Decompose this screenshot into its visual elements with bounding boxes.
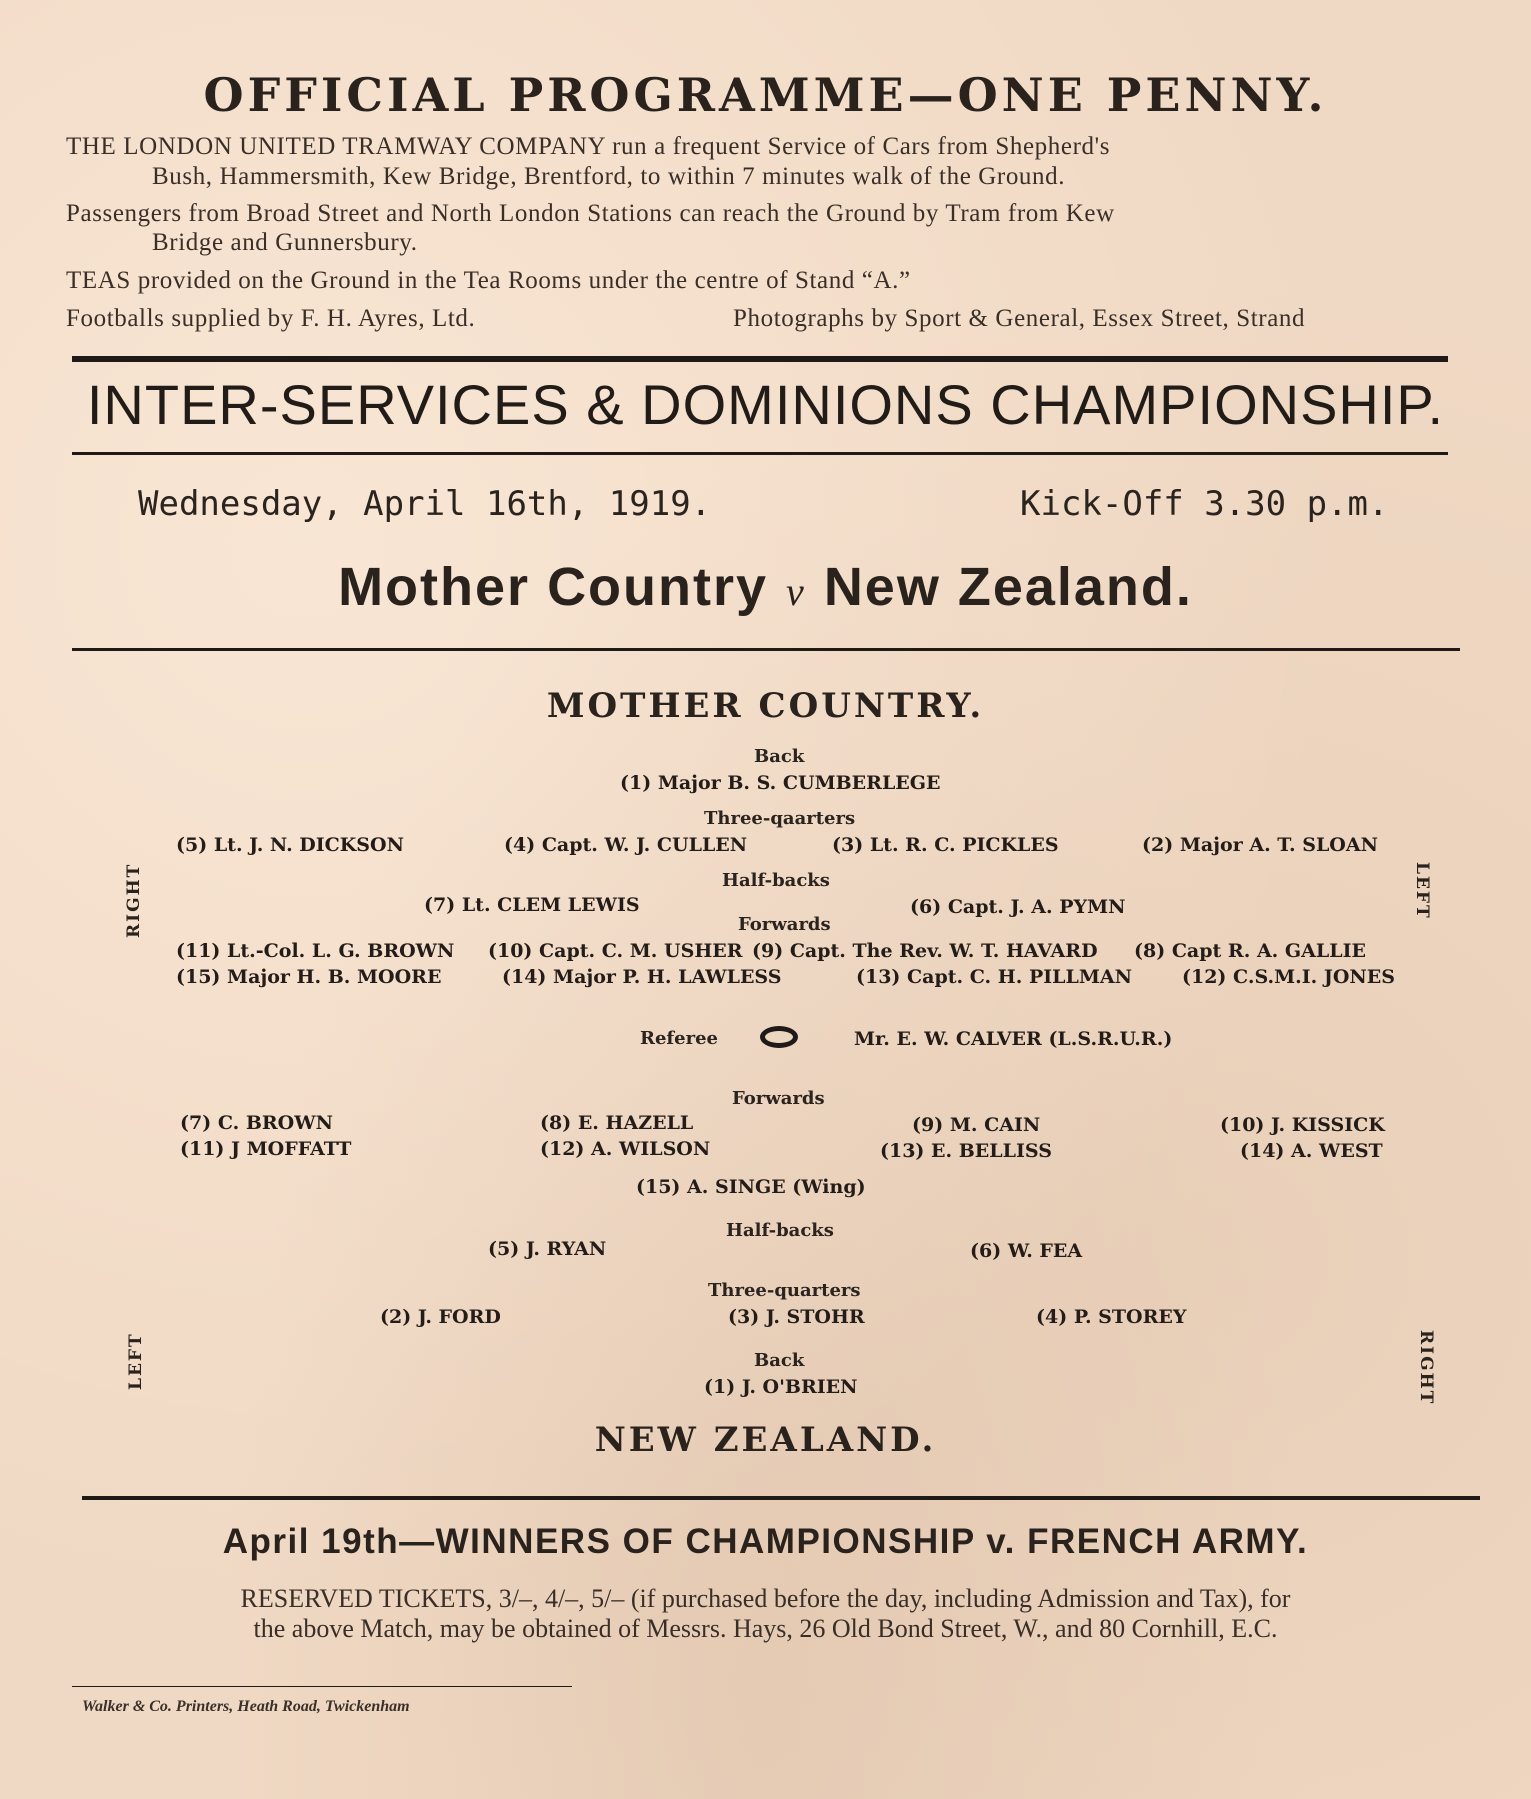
nz-forward-player: (9) M. CAIN [912,1114,1041,1136]
nz-half-backs-label: Half-backs [726,1220,834,1241]
mc-three-quarter-player: (2) Major A. T. SLOAN [1142,834,1378,856]
kickoff-time: Kick-Off 3.30 p.m. [1020,484,1389,524]
nz-back-player: (1) J. O'BRIEN [704,1376,858,1398]
nz-three-quarter-player: (4) P. STOREY [1036,1306,1187,1328]
tram-notice-line1: THE LONDON UNITED TRAMWAY COMPANY run a frequent Service of Cars from Shepherd's [66,133,1111,160]
nz-side-left-label: LEFT [126,1332,146,1390]
nz-forward-player: (12) A. WILSON [540,1138,711,1160]
passengers-notice-line2: Bridge and Gunnersbury. [152,229,418,256]
nz-back-label: Back [754,1350,805,1371]
mc-back-player: (1) Major B. S. CUMBERLEGE [620,772,941,794]
printer-divider [72,1686,572,1687]
mc-side-right-label: LEFT [1412,862,1432,920]
fixture-title [0,556,1531,618]
nz-half-back-player: (6) W. FEA [970,1240,1083,1262]
team-b-name: New Zealand. [823,557,1193,617]
nz-forward-player: (7) C. BROWN [180,1112,333,1134]
match-date: Wednesday, April 16th, 1919. [138,484,712,524]
mc-back-label: Back [754,746,805,767]
nz-forward-player: (11) J MOFFATT [180,1138,352,1160]
teas-notice: TEAS provided on the Ground in the Tea Rooms under the centre of Stand “A.” [66,267,911,294]
mc-three-quarters-label: Three-qaarters [704,808,856,829]
mc-three-quarter-player: (5) Lt. J. N. DICKSON [176,834,404,856]
new-zealand-heading: NEW ZEALAND. [594,1420,937,1460]
mother-country-heading: MOTHER COUNTRY. [546,686,985,726]
championship-title: INTER-SERVICES & DOMINIONS CHAMPIONSHIP. [86,373,1445,436]
versus-mark: v [786,569,806,614]
passengers-notice-line1: Passengers from Broad Street and North London Stations can reach the Ground by Tram from Kew [66,200,1115,227]
mc-half-back-player: (6) Capt. J. A. PYMN [910,896,1126,918]
nz-half-back-player: (5) J. RYAN [488,1238,607,1260]
printer-credit: Walker & Co. Printers, Heath Road, Twickenham [82,1698,410,1715]
next-match-announcement: April 19th—WINNERS OF CHAMPIONSHIP v. FRENCH ARMY. [222,1522,1309,1561]
mc-forwards-label: Forwards [738,914,831,935]
mc-three-quarter-player: (3) Lt. R. C. PICKLES [832,834,1059,856]
header-divider [72,356,1448,362]
mc-half-backs-label: Half-backs [722,870,830,891]
nz-three-quarter-player: (3) J. STOHR [728,1306,865,1328]
photographs-notice: Photographs by Sport & General, Essex Street, Strand [733,305,1306,332]
tickets-notice-line1: RESERVED TICKETS, 3/–, 4/–, 5/– (if purchased before the day, including Admission and Tax), for [240,1584,1291,1613]
teams-divider [82,1496,1480,1500]
mc-forward-player: (15) Major H. B. MOORE [176,966,442,988]
referee-label: Referee [640,1028,718,1049]
rugby-ball-icon [760,1026,798,1048]
nz-forward-player: (8) E. HAZELL [540,1112,694,1134]
mc-three-quarter-player: (4) Capt. W. J. CULLEN [504,834,748,856]
tickets-notice-line2: the above Match, may be obtained of Messrs. Hays, 26 Old Bond Street, W., and 80 Cornhill, E.C. [253,1614,1278,1643]
tram-notice-line2: Bush, Hammersmith, Kew Bridge, Brentford, to within 7 minutes walk of the Ground. [152,163,1066,190]
mc-forward-player: (13) Capt. C. H. PILLMAN [856,966,1132,988]
nz-forward-player: (13) E. BELLISS [880,1140,1052,1162]
nz-three-quarters-label: Three-quarters [708,1280,861,1301]
nz-forward-player: (14) A. WEST [1240,1140,1383,1162]
nz-side-right-label: RIGHT [1416,1330,1436,1406]
referee-name: Mr. E. W. CALVER (L.S.R.U.R.) [854,1028,1173,1050]
championship-divider [72,452,1448,455]
nz-three-quarter-player: (2) J. FORD [380,1306,501,1328]
nz-wing-player: (15) A. SINGE (Wing) [636,1176,866,1198]
mc-side-left-label: RIGHT [124,862,144,938]
mc-half-back-player: (7) Lt. CLEM LEWIS [424,894,640,916]
mc-forward-player: (8) Capt R. A. GALLIE [1134,940,1366,962]
footballs-notice: Footballs supplied by F. H. Ayres, Ltd. [66,305,476,332]
nz-forward-player: (10) J. KISSICK [1220,1114,1385,1136]
programme-title: OFFICIAL PROGRAMME—ONE PENNY. [203,68,1328,122]
team-a-name: Mother Country [338,557,769,617]
nz-forwards-label: Forwards [732,1088,825,1109]
mc-forward-player: (12) C.S.M.I. JONES [1182,966,1395,988]
mc-forward-player: (9) Capt. The Rev. W. T. HAVARD [752,940,1098,962]
mc-forward-player: (10) Capt. C. M. USHER [488,940,743,962]
mc-forward-player: (14) Major P. H. LAWLESS [502,966,782,988]
fixture-divider [72,648,1460,651]
mc-forward-player: (11) Lt.-Col. L. G. BROWN [176,940,455,962]
